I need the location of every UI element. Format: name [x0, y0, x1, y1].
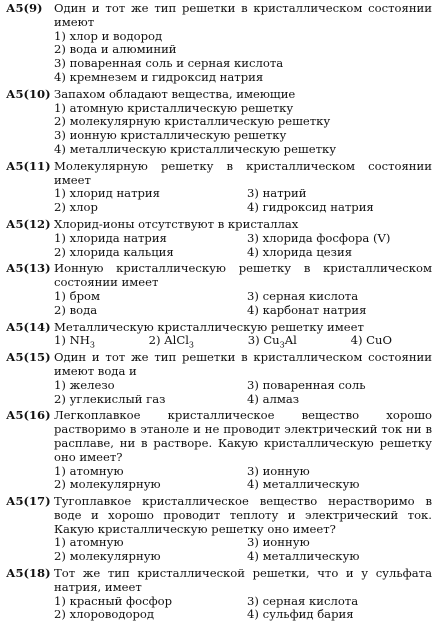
answer-option: 2) молекулярную — [54, 477, 161, 492]
question-block — [6, 2, 432, 85]
answer-option: 2) молекулярную кристаллическую решетку — [54, 114, 331, 129]
answer-option: 3) серная кислота — [247, 593, 359, 608]
answer-options — [54, 595, 432, 623]
answer-option: 3) натрий — [247, 186, 307, 201]
answer-options — [54, 536, 432, 564]
question-number: А5(12) — [6, 216, 51, 231]
question-number: А5(13) — [6, 261, 51, 276]
answer-option: 1) хлор и водород — [54, 28, 163, 43]
answer-option: 4) сульфид бария — [247, 607, 354, 622]
question-body — [54, 262, 432, 317]
option-formula-subscript: 3 — [279, 340, 285, 350]
answer-option: 4) алмаз — [247, 391, 300, 406]
question-stem: Легкоплавкое кристаллическое вещество хорошо растворимо в этаноле и не проводит электрический ток ни в расплаве, ни в растворе. Какую кристаллическую решетку оно имеет? — [54, 408, 432, 464]
question-number: А5(10) — [6, 86, 51, 101]
answer-options — [54, 334, 432, 348]
answer-option: 2) вода и алюминий — [54, 42, 177, 57]
question-block — [6, 218, 432, 259]
answer-option: 3) хлорида фосфора (V) — [247, 230, 391, 245]
answer-option: 3) ионную кристаллическую решетку — [54, 128, 287, 143]
question-block — [6, 160, 432, 215]
option-formula-tail: Al — [284, 333, 297, 348]
question-stem: Молекулярную решетку в кристаллическом состоянии имеет — [54, 158, 432, 187]
answer-option: 1) атомную кристаллическую решетку — [54, 100, 294, 115]
answer-option: 1) железо — [54, 377, 115, 392]
answer-option: 3) ионную — [247, 463, 310, 478]
answer-option: 1) бром — [54, 288, 100, 303]
question-body — [54, 567, 432, 622]
answer-option — [248, 334, 297, 348]
answer-option: 4) металлическую — [247, 549, 360, 564]
answer-options — [54, 379, 432, 407]
question-body — [54, 321, 432, 349]
question-stem: Хлорид-ионы отсутствуют в кристаллах — [54, 216, 299, 231]
option-formula-main: 2) AlCl — [148, 333, 189, 348]
question-block — [6, 351, 432, 406]
answer-option: 1) красный фосфор — [54, 593, 173, 608]
answer-option: 3) поваренная соль и серная кислота — [54, 56, 284, 71]
option-formula-main: 1) NH — [54, 333, 90, 348]
answer-option: 4) карбонат натрия — [247, 302, 367, 317]
question-body — [54, 160, 432, 215]
question-block — [6, 567, 432, 622]
question-block — [6, 88, 432, 157]
answer-option — [54, 334, 95, 348]
question-block — [6, 262, 432, 317]
answer-option: 1) хлорид натрия — [54, 186, 160, 201]
answer-options — [54, 232, 432, 260]
answer-options — [54, 30, 432, 85]
answer-option — [351, 334, 392, 348]
answer-option: 2) молекулярную — [54, 549, 161, 564]
question-number: А5(14) — [6, 319, 51, 334]
option-formula-main: 4) CuO — [350, 333, 392, 348]
question-stem: Тот же тип кристаллической решетки, что и у сульфата натрия, имеет — [54, 566, 432, 594]
answer-option: 2) углекислый газ — [54, 391, 166, 406]
question-body — [54, 409, 432, 492]
answer-option: 4) гидроксид натрия — [247, 200, 374, 215]
answer-option: 1) атомную — [54, 535, 124, 550]
question-block — [6, 495, 432, 564]
answer-option: 2) вода — [54, 302, 98, 317]
option-formula-subscript: 3 — [89, 340, 95, 350]
answer-option: 4) металлическую — [247, 477, 360, 492]
question-number: А5(18) — [6, 566, 51, 581]
answer-option: 1) атомную — [54, 463, 124, 478]
question-stem: Один и тот же тип решетки в кристаллическом состоянии имеют — [54, 1, 432, 29]
answer-option: 2) хлорида кальция — [54, 244, 174, 259]
question-number: А5(16) — [6, 408, 51, 423]
question-number: А5(11) — [6, 158, 51, 173]
question-stem: Запахом обладают вещества, имеющие — [54, 86, 296, 101]
question-block — [6, 409, 432, 492]
option-formula-subscript: 3 — [188, 340, 194, 350]
answer-option: 4) хлорида цезия — [247, 244, 353, 259]
question-body — [54, 351, 432, 406]
answer-option: 4) металлическую кристаллическую решетку — [54, 141, 337, 156]
answer-option: 3) поваренная соль — [247, 377, 366, 392]
answer-option: 2) хлороводород — [54, 607, 155, 622]
option-formula-main: 3) Cu — [247, 333, 280, 348]
question-number: А5(9) — [6, 1, 43, 15]
answer-options — [54, 102, 432, 157]
answer-option: 4) кремнезем и гидроксид натрия — [54, 69, 264, 84]
question-stem: Один и тот же тип решетки в кристаллическом состоянии имеют вода и — [54, 350, 432, 378]
question-body — [54, 88, 432, 157]
answer-option: 1) хлорида натрия — [54, 230, 167, 245]
question-stem: Металлическую кристаллическую решетку имеет — [54, 319, 364, 334]
answer-options — [54, 290, 432, 318]
question-body — [54, 2, 432, 85]
question-number: А5(17) — [6, 494, 51, 509]
question-stem: Тугоплавкое кристаллическое вещество нерастворимо в воде и хорошо проводит теплоту и электрический ток. Какую кристаллическую решетку оно имеет? — [54, 494, 432, 536]
answer-option — [149, 334, 194, 348]
question-stem: Ионную кристаллическую решетку в кристаллическом состоянии имеет — [54, 261, 432, 290]
answer-options — [54, 187, 432, 215]
question-body — [54, 495, 432, 564]
question-body — [54, 218, 432, 259]
answer-options — [54, 465, 432, 493]
question-number: А5(15) — [6, 350, 51, 365]
answer-option: 2) хлор — [54, 200, 98, 215]
answer-option: 3) серная кислота — [247, 288, 359, 303]
answer-option: 3) ионную — [247, 535, 310, 550]
question-block — [6, 321, 432, 349]
